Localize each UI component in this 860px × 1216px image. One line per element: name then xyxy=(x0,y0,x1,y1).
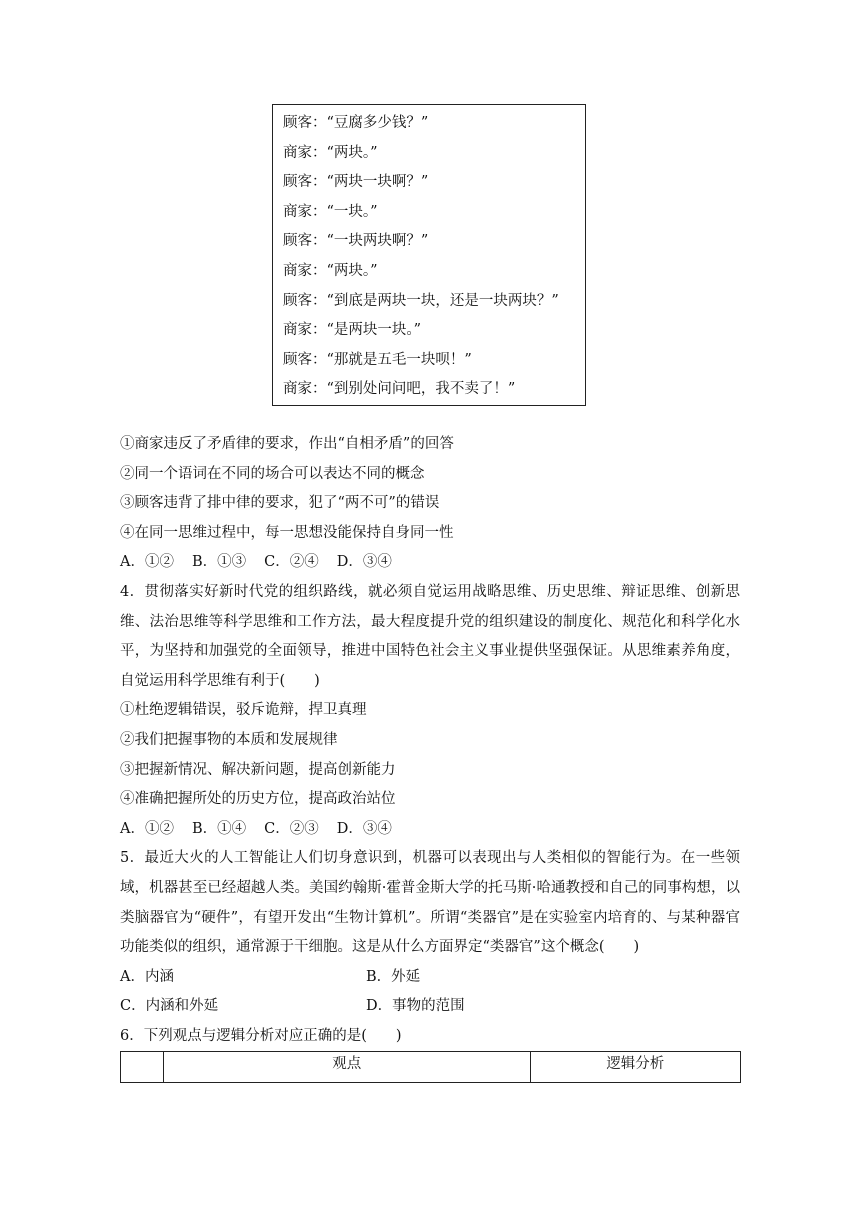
q3-option-d[interactable]: D．③④ xyxy=(336,554,392,571)
q4-statement: ③把握新情况、解决新问题，提高创新能力 xyxy=(120,761,396,778)
q3-option-c[interactable]: C．②④ xyxy=(264,554,319,571)
dialog-box xyxy=(272,104,586,406)
table-header-logic: 逻辑分析 xyxy=(530,1052,740,1083)
q3-statement: ③顾客违背了排中律的要求，犯了“两不可”的错误 xyxy=(120,495,440,512)
dialog-line: 商家：“一块。” xyxy=(283,203,378,220)
q3-options xyxy=(120,548,740,578)
q4-option-a[interactable]: A．①② xyxy=(120,820,174,837)
q4-options xyxy=(120,815,740,845)
dialog-line: 顾客：“豆腐多少钱？” xyxy=(283,115,429,131)
q6-analysis-table xyxy=(120,1051,741,1083)
q4-statement: ④准确把握所处的历史方位，提高政治站位 xyxy=(120,791,396,808)
q3-option-b[interactable]: B．①③ xyxy=(191,554,247,571)
q5-options-row-1 xyxy=(120,963,740,993)
q5-stem: 5．最近大火的人工智能让人们切身意识到，机器可以表现出与人类相似的智能行为。在一些领域，机器甚至已经超越人类。美国约翰斯·霍普金斯大学的托马斯·哈通教授和自己的同事构想，以类脑器官为“硬件”，有望开发出“生物计算机”。所谓“类器官”是在实验室内培育的、与某种器官功能类似的组织，通常源于干细胞。这是从什么方面界定“类器官”这个概念( ) xyxy=(120,850,740,956)
q4-stem: 4．贯彻落实好新时代党的组织路线，就必须自觉运用战略思维、历史思维、辩证思维、创新思维、法治思维等科学思维和工作方法，最大程度提升党的组织建设的制度化、规范化和科学化水平，为坚持和加强党的全面领导，推进中国特色社会主义事业提供坚强保证。从思维素养角度，自觉运用科学思维有利于( ) xyxy=(120,583,740,689)
q3-statement: ①商家违反了矛盾律的要求，作出“自相矛盾”的回答 xyxy=(120,436,454,452)
dialog-line: 商家：“两块。” xyxy=(283,262,378,279)
dialog-line: 商家：“到别处问问吧，我不卖了！” xyxy=(283,381,516,398)
q4-statement: ①杜绝逻辑错误，驳斥诡辩，捍卫真理 xyxy=(120,702,367,719)
question-content xyxy=(120,430,740,1051)
dialog-line: 顾客：“那就是五毛一块呗！” xyxy=(283,351,472,368)
q6-stem: 6．下列观点与逻辑分析对应正确的是( ) xyxy=(120,1027,402,1044)
q5-options-row-2 xyxy=(120,992,740,1022)
table-header-view: 观点 xyxy=(163,1052,530,1083)
q3-statement: ②同一个语词在不同的场合可以表达不同的概念 xyxy=(120,465,425,482)
q5-option-d[interactable]: D．事物的范围 xyxy=(366,998,465,1015)
q3-option-a[interactable]: A．①② xyxy=(120,554,174,571)
dialog-line: 顾客：“到底是两块一块，还是一块两块？” xyxy=(283,292,559,309)
q4-statement: ②我们把握事物的本质和发展规律 xyxy=(120,731,338,748)
table-header-row xyxy=(121,1052,741,1083)
dialog-line: 顾客：“两块一块啊？” xyxy=(283,174,429,191)
q5-option-a[interactable]: A．内涵 xyxy=(120,968,174,985)
q5-option-b[interactable]: B．外延 xyxy=(366,968,421,985)
dialog-line: 商家：“是两块一块。” xyxy=(283,322,422,339)
table-header-index xyxy=(121,1052,164,1083)
q4-option-b[interactable]: B．①④ xyxy=(191,820,247,837)
dialog-line: 顾客：“一块两块啊？” xyxy=(283,233,429,250)
q4-option-d[interactable]: D．③④ xyxy=(336,820,392,837)
q5-option-c[interactable]: C．内涵和外延 xyxy=(120,998,219,1015)
dialog-line: 商家：“两块。” xyxy=(283,144,378,161)
q3-statement: ④在同一思维过程中，每一思想没能保持自身同一性 xyxy=(120,524,454,541)
q4-option-c[interactable]: C．②③ xyxy=(264,820,319,837)
